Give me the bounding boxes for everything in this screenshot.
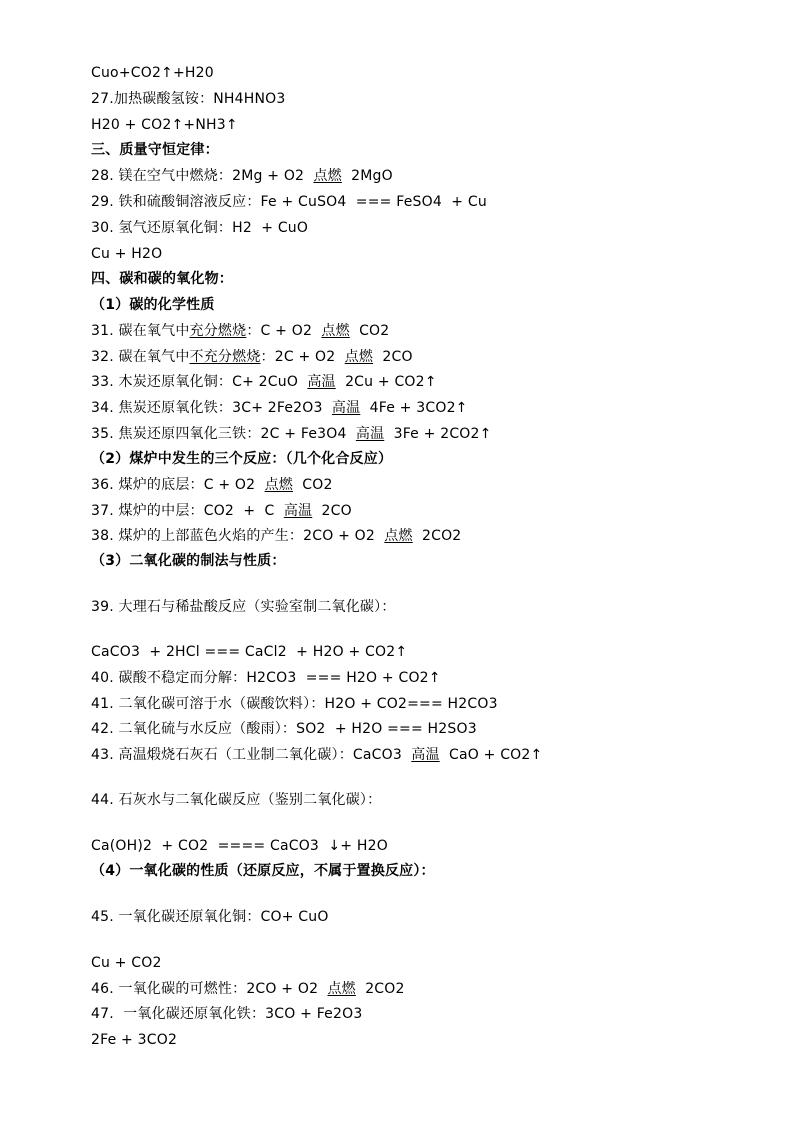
equation-text: 2Cu + CO2↑ xyxy=(335,374,437,390)
equation-line xyxy=(91,322,389,340)
equation-line: 41. 二氧化碳可溶于水（碳酸饮料）：H2O + CO2=== H2CO3 xyxy=(91,696,498,712)
reaction-condition: 高温 xyxy=(307,374,336,390)
reaction-condition: 点燃 xyxy=(313,168,342,184)
equation-line: 29. 铁和硫酸铜溶液反应：Fe + CuSO4 === FeSO4 + Cu xyxy=(91,194,487,210)
equation-line: 30. 氢气还原氧化铜：H2 + CuO xyxy=(91,220,309,236)
section-heading: 三、质量守恒定律： xyxy=(91,142,219,158)
equation-line xyxy=(91,980,405,998)
equation-text: 43. 高温煅烧石灰石（工业制二氧化碳）：CaCO3 xyxy=(91,747,412,763)
equation-text: 35. 焦炭还原四氧化三铁：2C + Fe3O4 xyxy=(91,426,356,442)
equation-line: 45. 一氧化碳还原氧化铜：CO+ CuO xyxy=(91,909,329,925)
equation-text: 2CO xyxy=(373,349,413,365)
subsection-heading: （2）煤炉中发生的三个反应：（几个化合反应） xyxy=(91,451,393,467)
equation-text: 28. 镁在空气中燃烧：2Mg + O2 xyxy=(91,168,314,184)
reaction-condition: 点燃 xyxy=(384,528,413,544)
equation-line xyxy=(91,527,461,545)
equation-line xyxy=(91,476,333,494)
equation-line: 40. 碳酸不稳定而分解：H2CO3 === H2O + CO2↑ xyxy=(91,670,441,686)
equation-line: 39. 大理石与稀盐酸反应（实验室制二氧化碳）： xyxy=(91,599,396,615)
subsection-heading: （4）一氧化碳的性质（还原反应，不属于置换反应）： xyxy=(91,863,435,879)
equation-line xyxy=(91,167,393,185)
reaction-condition: 高温 xyxy=(355,426,385,442)
equation-line xyxy=(91,373,437,391)
equation-text: CO2 xyxy=(292,477,333,493)
equation-text: 2CO2 xyxy=(355,981,405,997)
equation-text: 2CO xyxy=(312,503,352,519)
equation-text: 38. 煤炉的上部蓝色火焰的产生：2CO + O2 xyxy=(91,528,385,544)
subsection-heading: （3）二氧化碳的制法与性质： xyxy=(91,553,286,569)
equation-text: 2MgO xyxy=(341,168,393,184)
equation-text: 4Fe + 3CO2↑ xyxy=(360,400,468,416)
equation-text: CaO + CO2↑ xyxy=(439,747,543,763)
equation-text: CO2 xyxy=(349,323,390,339)
underlined-term: 不充分燃烧 xyxy=(189,349,261,365)
equation-line: CaCO3 + 2HCl === CaCl2 + H2O + CO2↑ xyxy=(91,644,408,660)
equation-text: 46. 一氧化碳的可燃性：2CO + O2 xyxy=(91,981,328,997)
equation-line: 2Fe + 3CO2 xyxy=(91,1032,178,1048)
equation-text: 34. 焦炭还原氧化铁：3C+ 2Fe2O3 xyxy=(91,400,332,416)
equation-line xyxy=(91,399,468,417)
equation-line: 42. 二氧化硫与水反应（酸雨）：SO2 + H2O === H2SO3 xyxy=(91,721,477,737)
reaction-condition: 点燃 xyxy=(327,981,356,997)
equation-line xyxy=(91,348,413,366)
subsection-heading: （1）碳的化学性质 xyxy=(91,297,215,313)
equation-line: 27.加热碳酸氢铵：NH4HNO3 xyxy=(91,91,286,107)
equation-line: 44. 石灰水与二氧化碳反应（鉴别二氧化碳）： xyxy=(91,792,382,808)
reaction-condition: 高温 xyxy=(411,747,440,763)
equation-line xyxy=(91,502,352,520)
equation-line: Ca(OH)2 + CO2 ==== CaCO3 ↓+ H2O xyxy=(91,838,388,854)
equation-line: H20 + CO2↑+NH3↑ xyxy=(91,117,238,133)
equation-line: Cuo+CO2↑+H20 xyxy=(91,65,214,81)
equation-text: ：C + O2 xyxy=(246,323,322,339)
equation-text: 2CO2 xyxy=(412,528,462,544)
equation-text: 32. 碳在氧气中 xyxy=(91,349,190,365)
underlined-term: 充分燃烧 xyxy=(189,323,247,339)
reaction-condition: 点燃 xyxy=(321,323,350,339)
reaction-condition: 高温 xyxy=(331,400,361,416)
equation-line xyxy=(91,746,542,764)
equation-text: ：2C + O2 xyxy=(260,349,345,365)
reaction-condition: 点燃 xyxy=(264,477,293,493)
equation-line: 47. 一氧化碳还原氧化铁：3CO + Fe2O3 xyxy=(91,1006,363,1022)
equation-line: Cu + CO2 xyxy=(91,955,162,971)
equation-text: 33. 木炭还原氧化铜：C+ 2CuO xyxy=(91,374,308,390)
equation-line xyxy=(91,425,492,443)
equation-text: 36. 煤炉的底层：C + O2 xyxy=(91,477,265,493)
equation-text: 3Fe + 2CO2↑ xyxy=(384,426,492,442)
reaction-condition: 点燃 xyxy=(344,349,374,365)
equation-text: 31. 碳在氧气中 xyxy=(91,323,190,339)
reaction-condition: 高温 xyxy=(283,503,313,519)
section-heading: 四、碳和碳的氧化物： xyxy=(91,271,233,287)
equation-text: 37. 煤炉的中层：CO2 + C xyxy=(91,503,284,519)
equation-line: Cu + H2O xyxy=(91,246,163,262)
